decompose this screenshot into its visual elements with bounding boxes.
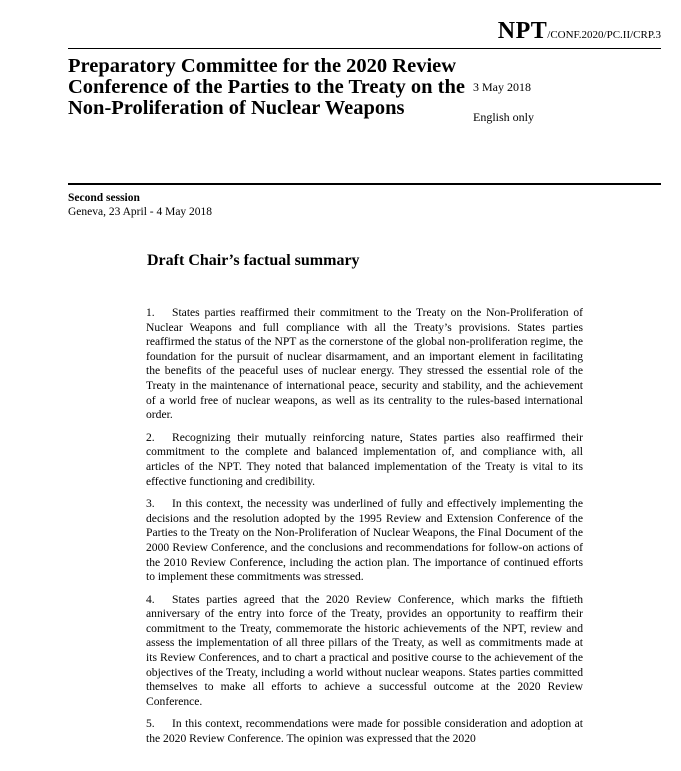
session-place-dates: Geneva, 23 April - 4 May 2018 [68,206,213,218]
paragraph-number: 4. [146,592,155,606]
document-body [146,306,583,755]
paragraph-3 [146,497,583,585]
document-symbol-rest: /CONF.2020/PC.II/CRP.3 [547,29,661,41]
document-language: English only [473,110,535,124]
paragraph-2 [146,431,583,489]
paragraph-text: States parties reaffirmed their commitment to the Treaty on the Non-Proliferation of Nuclear Weapons and full compliance with all the Treaty’s provisions. States parties reaffirmed the status of the NPT as the cornerstone of the global non-proliferation regime, the foundation for the pursuit of nuclear disarmament, and an important element in facilitating the benefits of the peaceful uses of nuclear energy. They stressed the essential role of the Treaty in the maintenance of international peace, security and stability, and the achievement of a world free of nuclear weapons, as well as its centrality to the rules-based international order. [146,306,583,422]
paragraph-number: 2. [146,430,155,444]
document-title: Draft Chair’s factual summary [147,252,360,269]
header-rule [68,48,661,49]
section-rule [68,183,661,185]
document-symbol-main: NPT [497,18,548,44]
paragraph-5 [146,717,583,746]
paragraph-text: Recognizing their mutually reinforcing nature, States parties also reaffirmed their commitment to the complete and balanced implementation of, and compliance with, all articles of the NPT. They noted that balanced implementation of the Treaty is vital to its effective functioning and credibility. [146,430,583,488]
committee-title: Preparatory Committee for the 2020 Review Conference of the Parties to the Treaty on the Non-Proliferation of Nuclear Weapons [68,55,465,119]
session-title: Second session [68,192,140,204]
document-date: 3 May 2018 [473,80,531,94]
paragraph-text: States parties agreed that the 2020 Review Conference, which marks the fiftieth anniversary of the entry into force of the Treaty, provides an opportunity to reaffirm their commitment to the Treaty, commemorate the historic achievements of the NPT, review and assess the implementation of all three pillars of the Treaty, as well as commitments made at its Review Conferences, and to chart a practical and positive course to the achievement of the objectives of the Treaty, including a world without nuclear weapons. States parties committed themselves to make all efforts to achieve a successful outcome at the 2020 Review Conference. [146,592,583,708]
paragraph-1 [146,306,583,423]
document-symbol [0,18,661,45]
paragraph-number: 5. [146,717,155,731]
paragraph-4 [146,593,583,710]
paragraph-text: In this context, the necessity was underlined of fully and effectively implementing the decisions and the resolution adopted by the 1995 Review and Extension Conference of the Parties to the Treaty on the Non-Proliferation of Nuclear Weapons, the Final Document of the 2000 Review Conference, and the conclusions and recommendations for follow-on actions of the 2010 Review Conference, including the action plan. The importance of continued efforts to implement these commitments was stressed. [146,497,583,584]
paragraph-number: 1. [146,306,155,319]
paragraph-number: 3. [146,497,155,511]
paragraph-text: In this context, recommendations were made for possible consideration and adoption at the 2020 Review Conference. The opinion was expressed that the 2020 [146,717,583,746]
